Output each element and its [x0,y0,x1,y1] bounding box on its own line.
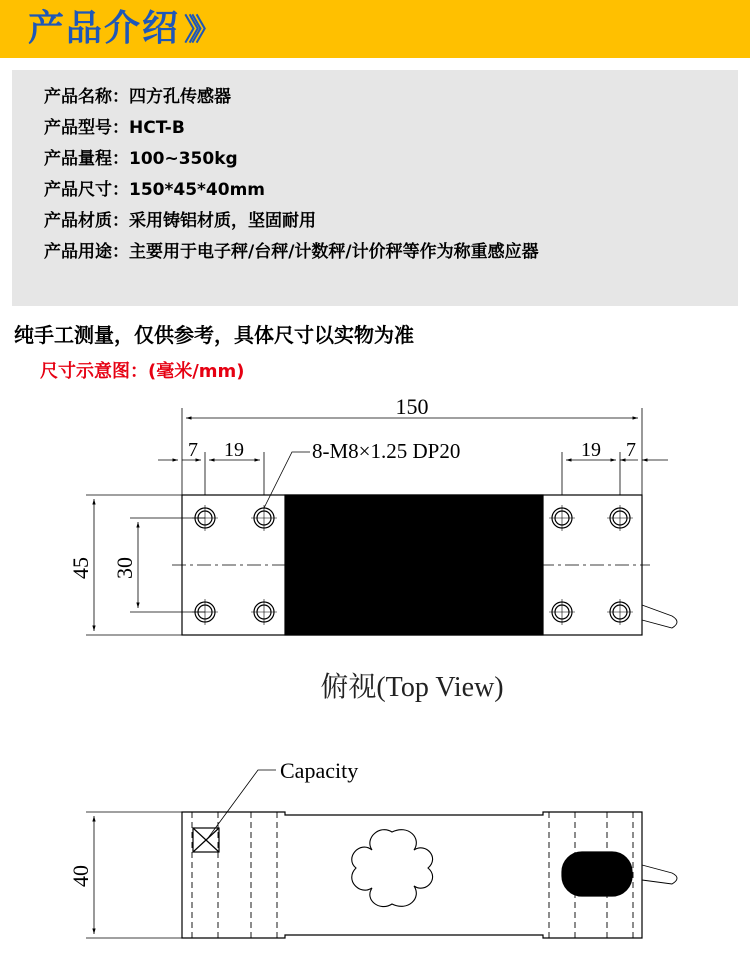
top-view-strain-area [285,495,543,635]
spec-label: 产品名称： [44,87,129,107]
page-title-text: 产品介绍 [28,8,181,49]
central-cutout [352,830,433,907]
spec-value: 采用铸铝材质，坚固耐用 [129,211,316,231]
measurement-note: 纯手工测量，仅供参考，具体尺寸以实物为准 [14,323,414,347]
spec-value: 100~350kg [129,149,238,169]
spec-value: 主要用于电子秤/台秤/计数秤/计价秤等作为称重感应器 [129,242,539,262]
spec-label: 产品量程： [44,149,129,169]
side-view [86,770,677,938]
dim-label-7-left: 7 [188,439,198,461]
dim-label-40: 40 [68,865,93,887]
spec-label: 产品型号： [44,118,129,138]
top-view-caption: 俯视(Top View) [320,672,504,703]
cable-entry [562,852,632,896]
spec-label: 产品用途： [44,242,129,262]
spec-label: 产品材质： [44,211,129,231]
capacity-label: Capacity [280,758,359,783]
spec-label: 产品尺寸： [44,180,129,200]
spec-value: 四方孔传感器 [129,87,231,107]
spec-value: HCT-B [129,118,185,138]
dim-label-45: 45 [68,557,93,579]
dim-label-150: 150 [395,394,429,419]
dim-label-19-left: 19 [224,439,244,461]
hole-callout-label: 8-M8×1.25 DP20 [312,439,461,463]
spec-value: 150*45*40mm [129,180,266,200]
cable [642,605,677,628]
dim-label-7-right: 7 [626,439,636,461]
dimension-caption: 尺寸示意图：(毫米/mm) [40,361,245,382]
side-cable [642,865,677,884]
double-chevron-icon: 》》 [184,13,214,48]
dim-label-19-right: 19 [581,439,601,461]
dim-label-30: 30 [112,557,137,579]
